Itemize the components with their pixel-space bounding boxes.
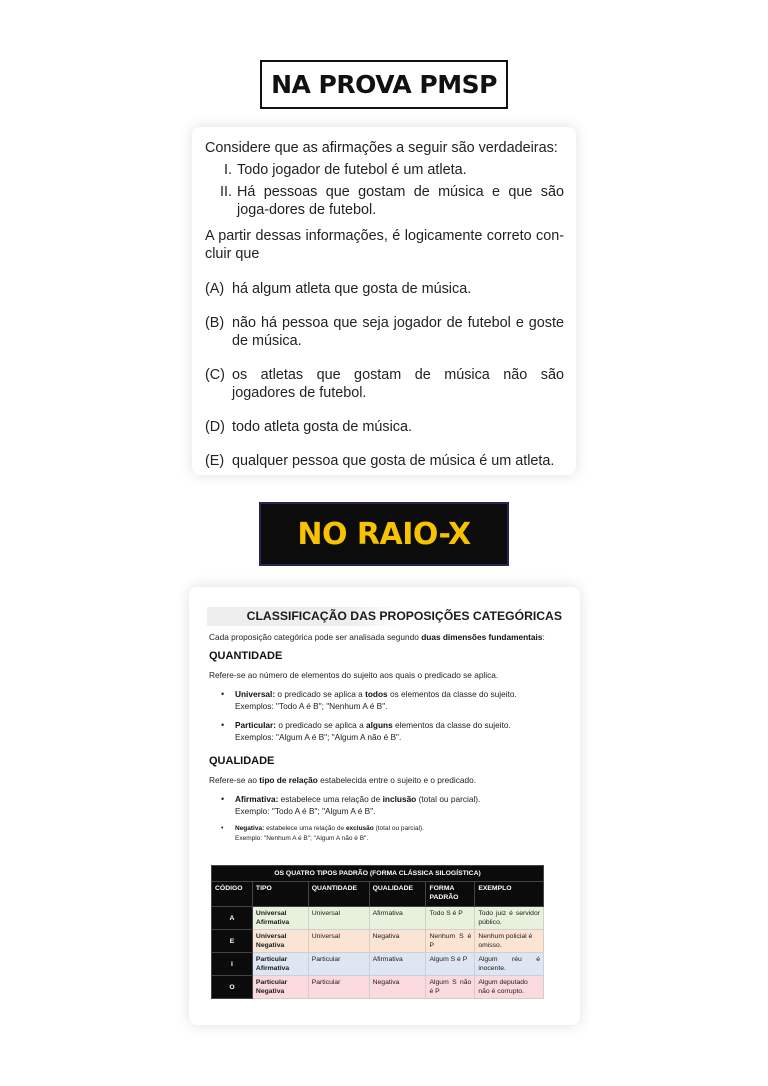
quantidade-cell: Particular — [308, 953, 369, 976]
option-text: todo atleta gosta de música. — [232, 419, 412, 435]
tipo-cell: Universal Afirmativa — [252, 907, 308, 930]
quantidade-cell: Universal — [308, 930, 369, 953]
option-letter: (C) — [205, 367, 225, 383]
qualidade-description: Refere-se ao tipo de relação estabelecida entre o sujeito e o predicado. — [209, 775, 477, 785]
option-letter: (E) — [205, 453, 225, 469]
premise-item — [213, 183, 564, 219]
column-header: QUALIDADE — [369, 882, 426, 907]
document-title: CLASSIFICAÇÃO DAS PROPOSIÇÕES CATEGÓRICAS — [207, 607, 564, 626]
forma-cell: Algum S não é P — [426, 976, 475, 999]
answer-option-b — [205, 314, 564, 350]
heading-qualidade: QUALIDADE — [209, 755, 275, 767]
tipo-cell: Particular Negativa — [252, 976, 308, 999]
qualidade-cell: Afirmativa — [369, 907, 426, 930]
exemplo-cell: Algum deputado não é corrupto. — [475, 976, 544, 999]
qualidade-cell: Negativa — [369, 976, 426, 999]
qualidade-cell: Negativa — [369, 930, 426, 953]
table-row — [212, 976, 544, 999]
option-text: qualquer pessoa que gosta de música é um atleta. — [232, 453, 555, 469]
option-text: há algum atleta que gosta de música. — [232, 281, 472, 297]
table-caption: OS QUATRO TIPOS PADRÃO (FORMA CLÁSSICA SILOGÍSTICA) — [212, 866, 544, 882]
code-cell: A — [212, 907, 253, 930]
table-row — [212, 930, 544, 953]
question-card — [192, 127, 576, 475]
qualidade-cell: Afirmativa — [369, 953, 426, 976]
column-header: CÓDIGO — [212, 882, 253, 907]
quantidade-cell: Universal — [308, 907, 369, 930]
raiox-card — [189, 587, 580, 1025]
forma-cell: Algum S é P — [426, 953, 475, 976]
bullet-afirmativa: • Afirmativa: estabelece uma relação de inclusão (total ou parcial). Exemplo: "Todo A é B"; "Algum A é B". — [221, 794, 481, 816]
section-header-na-prova: NA PROVA PMSP — [260, 60, 508, 109]
column-header: EXEMPLO — [475, 882, 544, 907]
categorical-types-table — [211, 865, 544, 999]
document-intro: Cada proposição categórica pode ser analisada segundo duas dimensões fundamentais: — [209, 632, 545, 642]
column-header: FORMA PADRÃO — [426, 882, 475, 907]
quantidade-cell: Particular — [308, 976, 369, 999]
bullet-universal: • Universal: o predicado se aplica a todos os elementos da classe do sujeito. Exemplos: "Todo A é B"; "Nenhum A é B". — [221, 689, 517, 711]
forma-cell: Todo S é P — [426, 907, 475, 930]
premise-number: I. — [224, 162, 232, 178]
quantidade-description: Refere-se ao número de elementos do sujeito aos quais o predicado se aplica. — [209, 670, 499, 680]
exemplo-cell: Todo juiz é servidor público. — [475, 907, 544, 930]
table-row — [212, 953, 544, 976]
option-text: os atletas que gostam de música não são jogadores de futebol. — [232, 367, 564, 401]
bullet-particular: • Particular: o predicado se aplica a alguns elementos da classe do sujeito. Exemplos: "Algum A é B"; "Algum A não é B". — [221, 720, 511, 742]
answer-option-c — [205, 366, 564, 402]
code-cell: I — [212, 953, 253, 976]
answer-option-d — [205, 418, 564, 436]
section-header-no-raio-x: NO RAIO-X — [259, 502, 509, 566]
tipo-cell: Universal Negativa — [252, 930, 308, 953]
premise-item — [213, 161, 564, 179]
option-letter: (A) — [205, 281, 225, 297]
answer-option-e — [205, 452, 564, 470]
code-cell: E — [212, 930, 253, 953]
column-header: TIPO — [252, 882, 308, 907]
question-lead: A partir dessas informações, é logicamente correto con-cluir que — [205, 228, 564, 262]
tipo-cell: Particular Afirmativa — [252, 953, 308, 976]
option-letter: (D) — [205, 419, 225, 435]
exemplo-cell: Algum réu é inocente. — [475, 953, 544, 976]
code-cell: O — [212, 976, 253, 999]
premise-text: Todo jogador de futebol é um atleta. — [237, 162, 467, 178]
premise-text: Há pessoas que gostam de música e que são joga-dores de futebol. — [237, 184, 564, 218]
option-letter: (B) — [205, 315, 225, 331]
option-text: não há pessoa que seja jogador de futebol e goste de música. — [232, 315, 564, 349]
premise-number: II. — [220, 184, 232, 200]
bullet-negativa: • Negativa: estabelece uma relação de exclusão (total ou parcial). Exemplo: "Nenhum A é B"; "Algum A não é B". — [221, 825, 424, 842]
heading-quantidade: QUANTIDADE — [209, 650, 283, 662]
exemplo-cell: Nenhum policial é omisso. — [475, 930, 544, 953]
column-header: QUANTIDADE — [308, 882, 369, 907]
question-intro: Considere que as afirmações a seguir são verdadeiras: — [205, 140, 558, 156]
answer-option-a — [205, 280, 564, 298]
table-row — [212, 907, 544, 930]
forma-cell: Nenhum S é P — [426, 930, 475, 953]
